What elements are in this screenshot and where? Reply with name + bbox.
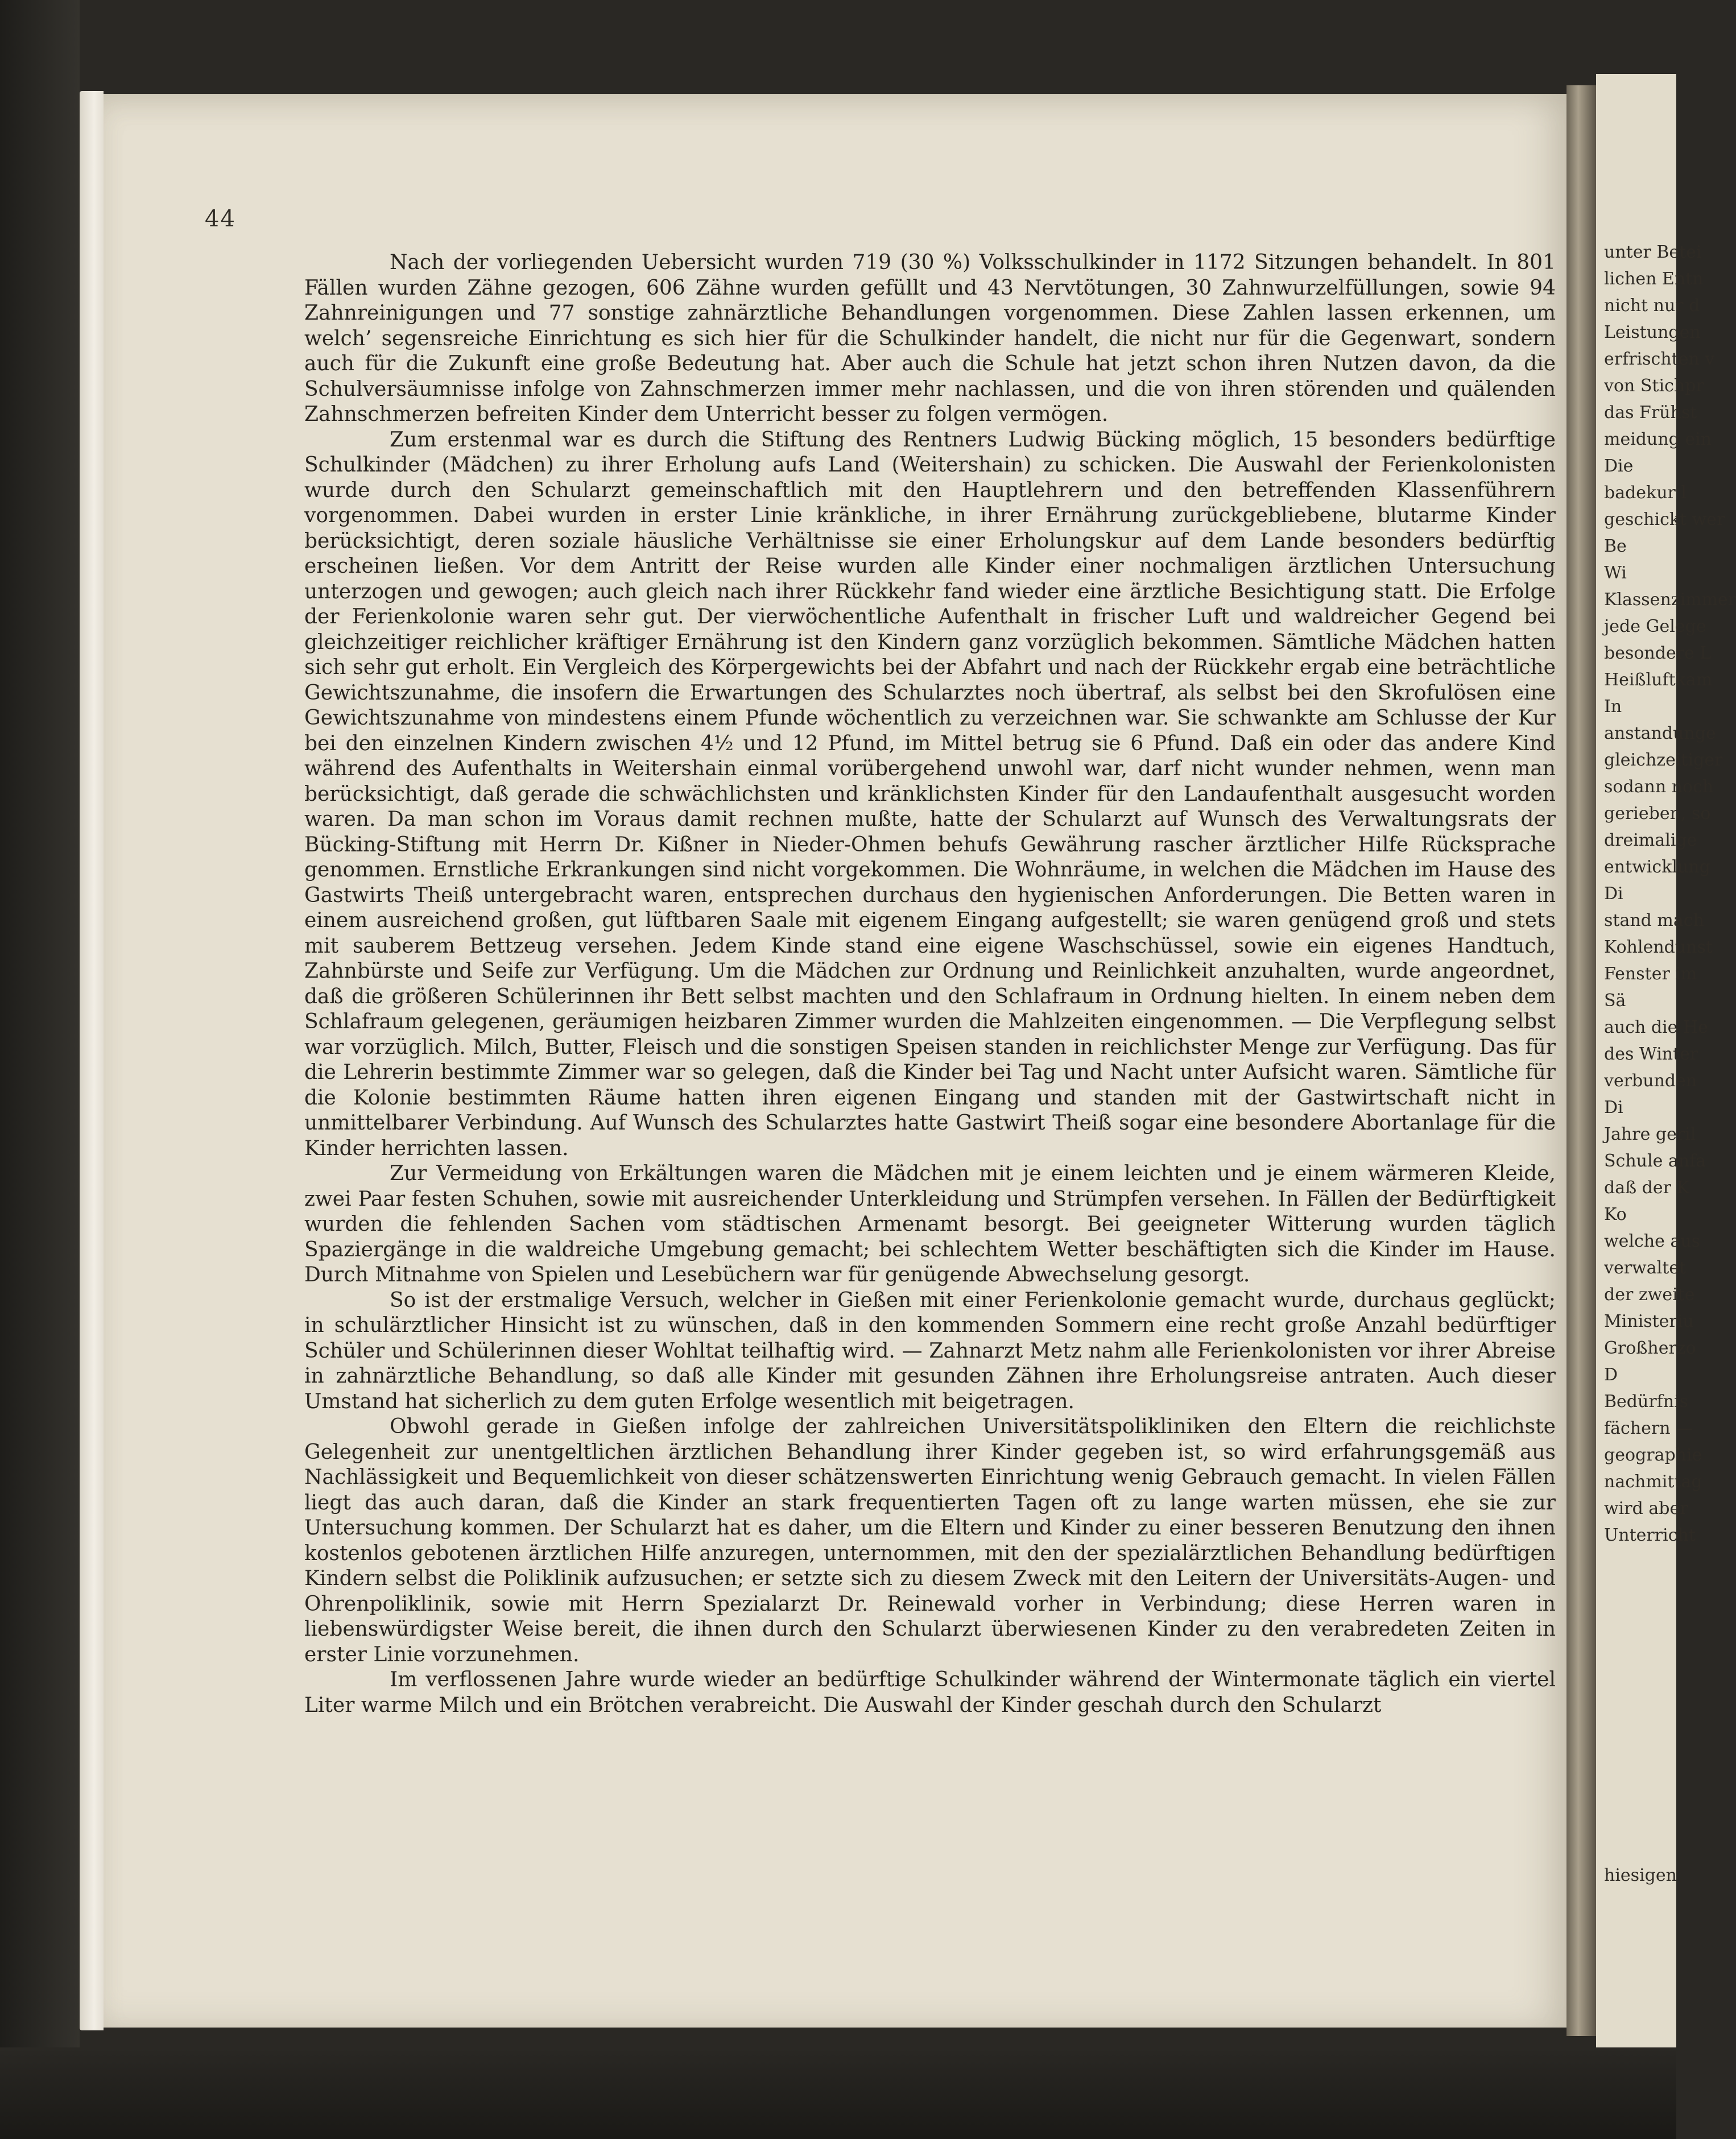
facing-page-line: Bedürfnis	[1604, 1392, 1689, 1412]
facing-page-line: anstandunge	[1604, 723, 1716, 743]
facing-page-line: von Stichpr	[1604, 376, 1704, 396]
paragraph: Nach der vorliegenden Uebersicht wurden 719 (30 %) Volksschulkinder in 1172 Sitzungen behandelt. In 801 Fällen wurden Zähne gezogen, 606 Zähne wurden gefüllt und 43 Nervtötungen, 30 Zahnwurzelfüllungen, sowie 94 Zahnreinigungen und 77 sonstige zahnärztliche Behandlungen vorgenommen. Diese Zahlen lassen erkennen, um welch’ segensreiche Einrichtung es sich hier für die Schulkinder handelt, die nicht nur für die Gegenwart, sondern auch für die Zukunft eine große Bedeutung hat. Aber auch die Schule hat jetzt schon ihren Nutzen davon, da die Schulversäumnisse infolge von Zahnschmerzen immer mehr nachlassen, und die von ihren störenden und quälenden Zahnschmerzen befreiten Kinder dem Unterricht besser zu folgen vermögen.	[304, 251, 1556, 426]
scanner-background	[0, 0, 80, 2139]
facing-page-line: Leistungen	[1604, 322, 1701, 342]
facing-page-line: Großherzo	[1604, 1338, 1696, 1358]
facing-page-line: gleichzeitiger	[1604, 750, 1723, 770]
facing-page-edge	[1596, 74, 1736, 2053]
facing-page-line: nachmittag	[1604, 1472, 1702, 1492]
page-edge	[80, 91, 104, 2030]
facing-page-line: Wi	[1604, 563, 1627, 583]
scanner-background-bottom	[0, 2047, 1676, 2139]
facing-page-line: unter Betei	[1604, 242, 1702, 262]
facing-page-line: der zweite	[1604, 1285, 1695, 1305]
facing-page-bottom-word: hiesigen	[1604, 1865, 1677, 1885]
facing-page-line: das Frühst	[1604, 403, 1697, 423]
facing-page-line: Di	[1604, 1098, 1623, 1118]
facing-page-line: des Winter	[1604, 1044, 1698, 1064]
facing-page-line: Kohlendunst	[1604, 937, 1713, 957]
facing-page-line: verwaltet	[1604, 1258, 1687, 1278]
facing-page-line: Be	[1604, 536, 1627, 556]
facing-page-line: meidung ein	[1604, 429, 1712, 449]
facing-page-line: D	[1604, 1365, 1618, 1385]
facing-page-lines	[1596, 239, 1736, 1549]
facing-page-line: entwicklung	[1604, 857, 1710, 877]
facing-page-line: Klassenzimmer	[1604, 590, 1736, 610]
facing-page-line: Ministeriu	[1604, 1311, 1694, 1331]
facing-page-line: nicht nur d	[1604, 296, 1700, 316]
paragraph: Zur Vermeidung von Erkältungen waren die Mädchen mit je einem leichten und je einem wärmeren Kleide, zwei Paar festen Schuhen, sowie mit ausreichender Unterkleidung und Strümpfen versehen. In Fällen der Bedürftigkeit wurden die fehlenden Sachen vom städtischen Armenamt besorgt. Bei geeigneter Witterung wurden täglich Spaziergänge in die waldreiche Umgebung gemacht; bei schlechtem Wetter beschäftigten sich die Kinder im Hause. Durch Mitnahme von Spielen und Lesebüchern war für genügende Abwechselung gesorgt.	[304, 1162, 1556, 1286]
page-number: 44	[205, 206, 236, 232]
facing-page-line: Di	[1604, 884, 1623, 904]
facing-page-line: Sä	[1604, 991, 1626, 1011]
facing-page-line: stand mach	[1604, 911, 1704, 930]
facing-page-line: In	[1604, 697, 1622, 717]
facing-page-line: Schule anfa	[1604, 1151, 1706, 1171]
facing-page-line: geographie	[1604, 1445, 1702, 1465]
facing-page-line: Heißluftkam	[1604, 670, 1713, 690]
facing-page-line: gerieben, so	[1604, 804, 1711, 824]
facing-page-line: daß der K	[1604, 1178, 1689, 1198]
facing-page-line: geschickt wer	[1604, 510, 1725, 529]
facing-page-line: welche aus	[1604, 1231, 1701, 1251]
facing-page-line: erfrischten v	[1604, 349, 1715, 369]
facing-page-line: badekur l	[1604, 483, 1687, 503]
facing-page-line: auch die He	[1604, 1017, 1708, 1037]
facing-page-line: dreimalige	[1604, 830, 1697, 850]
facing-page-line: besondere L	[1604, 643, 1712, 663]
facing-page-line: fächern —	[1604, 1418, 1693, 1438]
facing-page-line: Jahre geril	[1604, 1124, 1696, 1144]
facing-page-line: Die	[1604, 456, 1634, 476]
facing-page-line: Unterricht	[1604, 1525, 1696, 1545]
facing-page-line: Ko	[1604, 1205, 1627, 1224]
facing-page-line: verbunden	[1604, 1071, 1697, 1091]
paragraph: Obwohl gerade in Gießen infolge der zahlreichen Universitätspolikliniken den Eltern die reichlichste Gelegenheit zur unentgeltlichen ärztlichen Behandlung ihrer Kinder gegeben ist, so wird erfahrungsgemäß aus Nachlässigkeit und Bequemlichkeit von dieser schätzenswerten Einrichtung wenig Gebrauch gemacht. In vielen Fällen liegt das auch daran, daß die Kinder an stark frequentierten Tagen oft zu lange warten müssen, ehe sie zur Untersuchung kommen. Der Schularzt hat es daher, um die Eltern und Kinder zu einer besseren Benutzung den ihnen kostenlos gebotenen ärztlichen Hilfe anzuregen, unternommen, mit den der spezialärztlichen Behandlung bedürftigen Kindern selbst die Poliklinik aufzusuchen; er setzte sich zu diesem Zweck mit den Leitern der Universitäts-Augen- und Ohrenpoliklinik, sowie mit Herrn Spezialarzt Dr. Reinewald vorher in Verbindung; diese Herren waren in liebenswürdigster Weise bereit, die ihnen durch den Schularzt überwiesenen Kinder zu den verabredeten Zeiten in erster Linie vorzunehmen.	[304, 1415, 1556, 1666]
book-gutter	[1566, 85, 1596, 2036]
facing-page-line: wird aber	[1604, 1499, 1688, 1519]
body-text	[304, 250, 1556, 1718]
facing-page-line: sodann noch	[1604, 777, 1714, 797]
facing-page-line: lichen Entn	[1604, 269, 1704, 289]
facing-page-line: jede Gelege	[1604, 617, 1706, 636]
facing-page-line: Fenster im	[1604, 964, 1697, 984]
paragraph: Im verflossenen Jahre wurde wieder an bedürftige Schulkinder während der Wintermonate täglich ein viertel Liter warme Milch und ein Brötchen verabreicht. Die Auswahl der Kinder geschah durch den Schularzt	[304, 1668, 1556, 1717]
paragraph: Zum erstenmal war es durch die Stiftung des Rentners Ludwig Bücking möglich, 15 besonders bedürftige Schulkinder (Mädchen) zu ihrer Erholung aufs Land (Weitershain) zu schicken. Die Auswahl der Ferienkolonisten wurde durch den Schularzt gemeinschaftlich mit den Hauptlehrern und den betreffenden Klassenführern vorgenommen. Dabei wurden in erster Linie kränkliche, in ihrer Ernährung zurückgebliebene, blutarme Kinder berücksichtigt, deren soziale häusliche Verhältnisse sie einer Erholungskur auf dem Lande besonders bedürftig erscheinen ließen. Vor dem Antritt der Reise wurden alle Kinder einer nochmaligen ärztlichen Untersuchung unterzogen und gewogen; auch gleich nach ihrer Rückkehr fand wieder eine ärztliche Besichtigung statt. Die Erfolge der Ferienkolonie waren sehr gut. Der vierwöchentliche Aufenthalt in frischer Luft und waldreicher Gegend bei gleichzeitiger reichlicher kräftiger Ernährung ist den Kindern ganz vorzüglich bekommen. Sämtliche Mädchen hatten sich sehr gut erholt. Ein Vergleich des Körpergewichts bei der Abfahrt und nach der Rückkehr ergab eine beträchtliche Gewichtszunahme, die insofern die Erwartungen des Schularztes noch übertraf, als selbst bei den Skrofulösen eine Gewichtszunahme von mindestens einem Pfunde wöchentlich zu verzeichnen war. Sie schwankte am Schlusse der Kur bei den einzelnen Kindern zwischen 4½ und 12 Pfund, im Mittel betrug sie 6 Pfund. Daß ein oder das andere Kind während des Aufenthalts in Weitershain einmal vorübergehend unwohl war, darf nicht wunder nehmen, wenn man berücksichtigt, daß gerade die schwächlichsten und kränklichsten Kinder für den Landaufenthalt ausgesucht worden waren. Da man schon im Voraus damit rechnen mußte, hatte der Schularzt auf Wunsch des Verwaltungsrats der Bücking-Stiftung mit Herrn Dr. Kißner in Nieder-Ohmen behufs Gewährung rascher ärztlicher Hilfe Rücksprache genommen. Ernstliche Erkrankungen sind nicht vorgekommen. Die Wohnräume, in welchen die Mädchen im Hause des Gastwirts Theiß untergebracht waren, entsprechen durchaus den hygienischen Anforderungen. Die Betten waren in einem ausreichend großen, gut lüftbaren Saale mit eigenem Eingang aufgestellt; sie waren genügend groß und stets mit sauberem Bettzeug versehen. Jedem Kinde stand eine eigene Waschschüssel, sowie ein eigenes Handtuch, Zahnbürste und Seife zur Verfügung. Um die Mädchen zur Ordnung und Reinlichkeit anzuhalten, wurde angeordnet, daß die größeren Schülerinnen ihr Bett selbst machten und den Schlafraum in Ordnung hielten. In einem neben dem Schlafraum gelegenen, geräumigen heizbaren Zimmer wurden die Mahlzeiten eingenommen. — Die Verpflegung selbst war vorzüglich. Milch, Butter, Fleisch und die sonstigen Speisen standen in reichlichster Menge zur Verfügung. Das für die Lehrerin bestimmte Zimmer war so gelegen, daß die Kinder bei Tag und Nacht unter Aufsicht waren. Sämtliche für die Kolonie bestimmten Räume hatten ihren eigenen Eingang und standen mit der Gastwirtschaft nicht in unmittelbarer Verbindung. Auf Wunsch des Schularztes hatte Gastwirt Theiß sogar eine besondere Abortanlage für die Kinder herrichten lassen.	[304, 428, 1556, 1160]
paragraph: So ist der erstmalige Versuch, welcher in Gießen mit einer Ferienkolonie gemacht wurde, durchaus geglückt; in schulärztlicher Hinsicht ist zu wünschen, daß in den kommenden Sommern eine recht große Anzahl bedürftiger Schüler und Schülerinnen dieser Wohltat teilhaftig wird. — Zahnarzt Metz nahm alle Ferienkolonisten vor ihrer Abreise in zahnärztliche Behandlung, so daß alle Kinder mit gesunden Zähnen ihre Erholungsreise antraten. Auch dieser Umstand hat sicherlich zu dem guten Erfolge wesentlich mit beigetragen.	[304, 1288, 1556, 1413]
